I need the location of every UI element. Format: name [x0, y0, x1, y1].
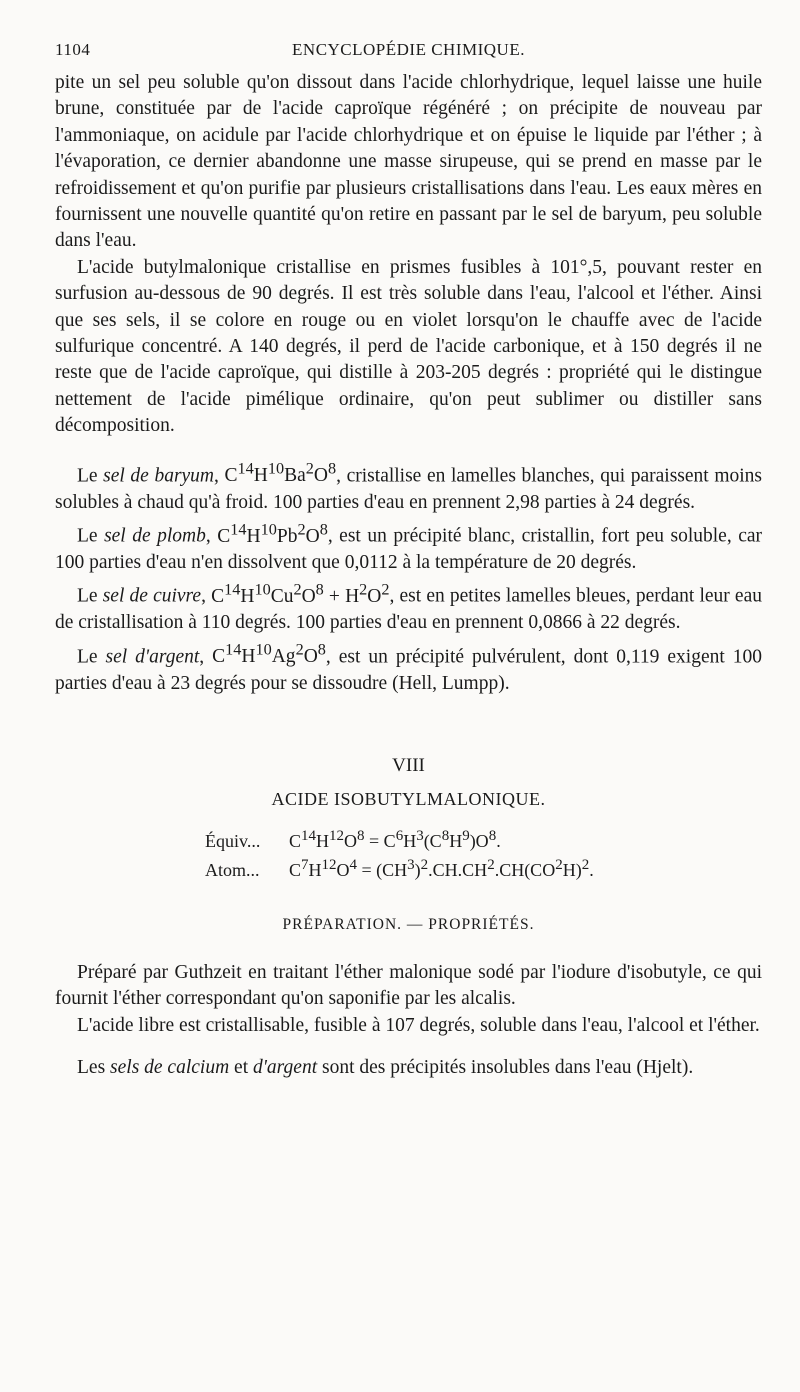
paragraph-baryum: Le sel de baryum, $C^{14}H^{10}Ba^2O^8$, cristallise en lamelles blanches, qui paraissent moins solubles à chaud qu'à froid. 100 parties d'eau en prennent 2,98 parties à 24 degrés. — [55, 459, 762, 513]
salt-name-plomb: sel de plomb — [104, 525, 206, 547]
formula-cuivre: $C^{14}H^{10}Cu^2O^8 + H^2O^2$ — [211, 580, 390, 607]
paragraph-preparation: Préparé par Guthzeit en traitant l'éther malonique sodé par l'iodure d'isobutyle, ce qui fournit l'éther correspondant qu'on saponifie par les alcalis. — [55, 961, 762, 1010]
page-number: 1104 — [55, 40, 91, 59]
salt-name-argent: sel d'argent — [105, 646, 200, 668]
salt-name-argent-2: d'argent — [253, 1057, 318, 1079]
paragraph-salts: Les sels de calcium et d'argent sont des précipités insolubles dans l'eau (Hjelt). — [77, 1057, 694, 1079]
page-header — [55, 40, 762, 70]
running-title: ENCYCLOPÉDIE CHIMIQUE. — [292, 40, 525, 59]
paragraph-argent: Le sel d'argent, $C^{14}H^{10}Ag^2O^8$, est un précipité pulvérulent, dont 0,119 exigent 100 parties d'eau à 23 degrés pour se dissoudre (Hell, Lumpp). — [55, 640, 762, 694]
section-number: VIII — [392, 754, 425, 776]
subheading: PRÉPARATION. — PROPRIÉTÉS. — [282, 915, 535, 933]
paragraph-1: pite un sel peu soluble qu'on dissout dans l'acide chlorhydrique, lequel laisse une huile brune, constituée par de l'acide caproïque régénéré ; on précipite de nouveau par l'ammoniaque, on acidule par l'acide chlorhydrique et on épuise le liquide par l'éther ; à l'évaporation, ce dernier abandonne une masse sirupeuse, qui se prend en masse par le refroidissement et qu'on purifie par plusieurs cristallisations dans l'eau. Les eaux mères en fournissent une nouvelle quantité qu'on retire en passant par le sel de baryum, peu soluble dans l'eau. — [55, 72, 762, 252]
salt-name-baryum: sel de baryum — [103, 465, 215, 487]
paragraph-cuivre: Le sel de cuivre, $C^{14}H^{10}Cu^2O^8 + H^2O^2$, est en petites lamelles bleues, perdant leur eau de cristallisation à 110 degrés. 100 parties d'eau en prennent 0,0866 à 22 degrés. — [55, 580, 762, 634]
salt-name-calcium: sels de calcium — [110, 1057, 230, 1079]
formula-argent: $C^{14}H^{10}Ag^2O^8$ — [212, 640, 326, 668]
paragraph-plomb: Le sel de plomb, $C^{14}H^{10}Pb^2O^8$, est un précipité blanc, cristallin, fort peu soluble, car 100 parties d'eau n'en dissolvent que 0,0112 à la température de 20 degrés. — [55, 520, 763, 573]
formula-atom: Atom... $C^7H^{12}O^4 = (CH^3)^2.CH.CH^2.CH(CO^2H)^2$. — [205, 856, 594, 880]
formula-equiv: Équiv... $C^{14}H^{12}O^8 = C^6H^3(C^8H^9)O^8$. — [205, 827, 501, 851]
paragraph-properties: L'acide libre est cristallisable, fusible à 107 degrés, soluble dans l'eau, l'alcool et l'éther. — [77, 1014, 760, 1036]
paragraph-2: L'acide butylmalonique cristallise en prismes fusibles à 101°,5, pouvant rester en surfusion au-dessous de 90 degrés. Il est très soluble dans l'eau, l'alcool et l'éther. Ainsi que ses sels, il se colore en rouge ou en violet lorsqu'on le chauffe avec de l'acide sulfurique concentré. A 140 degrés, il perd de l'acide carbonique, et à 150 degrés il ne reste que de l'acide caproïque, qui distille à 203-205 degrés : propriété qui le distingue nettement de l'acide pimélique ordinaire, qu'on peut sublimer ou distiller sans décomposition. — [55, 256, 762, 437]
formula-plomb: $C^{14}H^{10}Pb^2O^8$ — [217, 520, 328, 547]
section-title: ACIDE ISOBUTYLMALONIQUE. — [271, 788, 546, 809]
formula-baryum: $C^{14}H^{10}Ba^2O^8$ — [224, 459, 337, 487]
salt-name-cuivre: sel de cuivre — [102, 585, 202, 607]
formula-block — [205, 824, 762, 882]
